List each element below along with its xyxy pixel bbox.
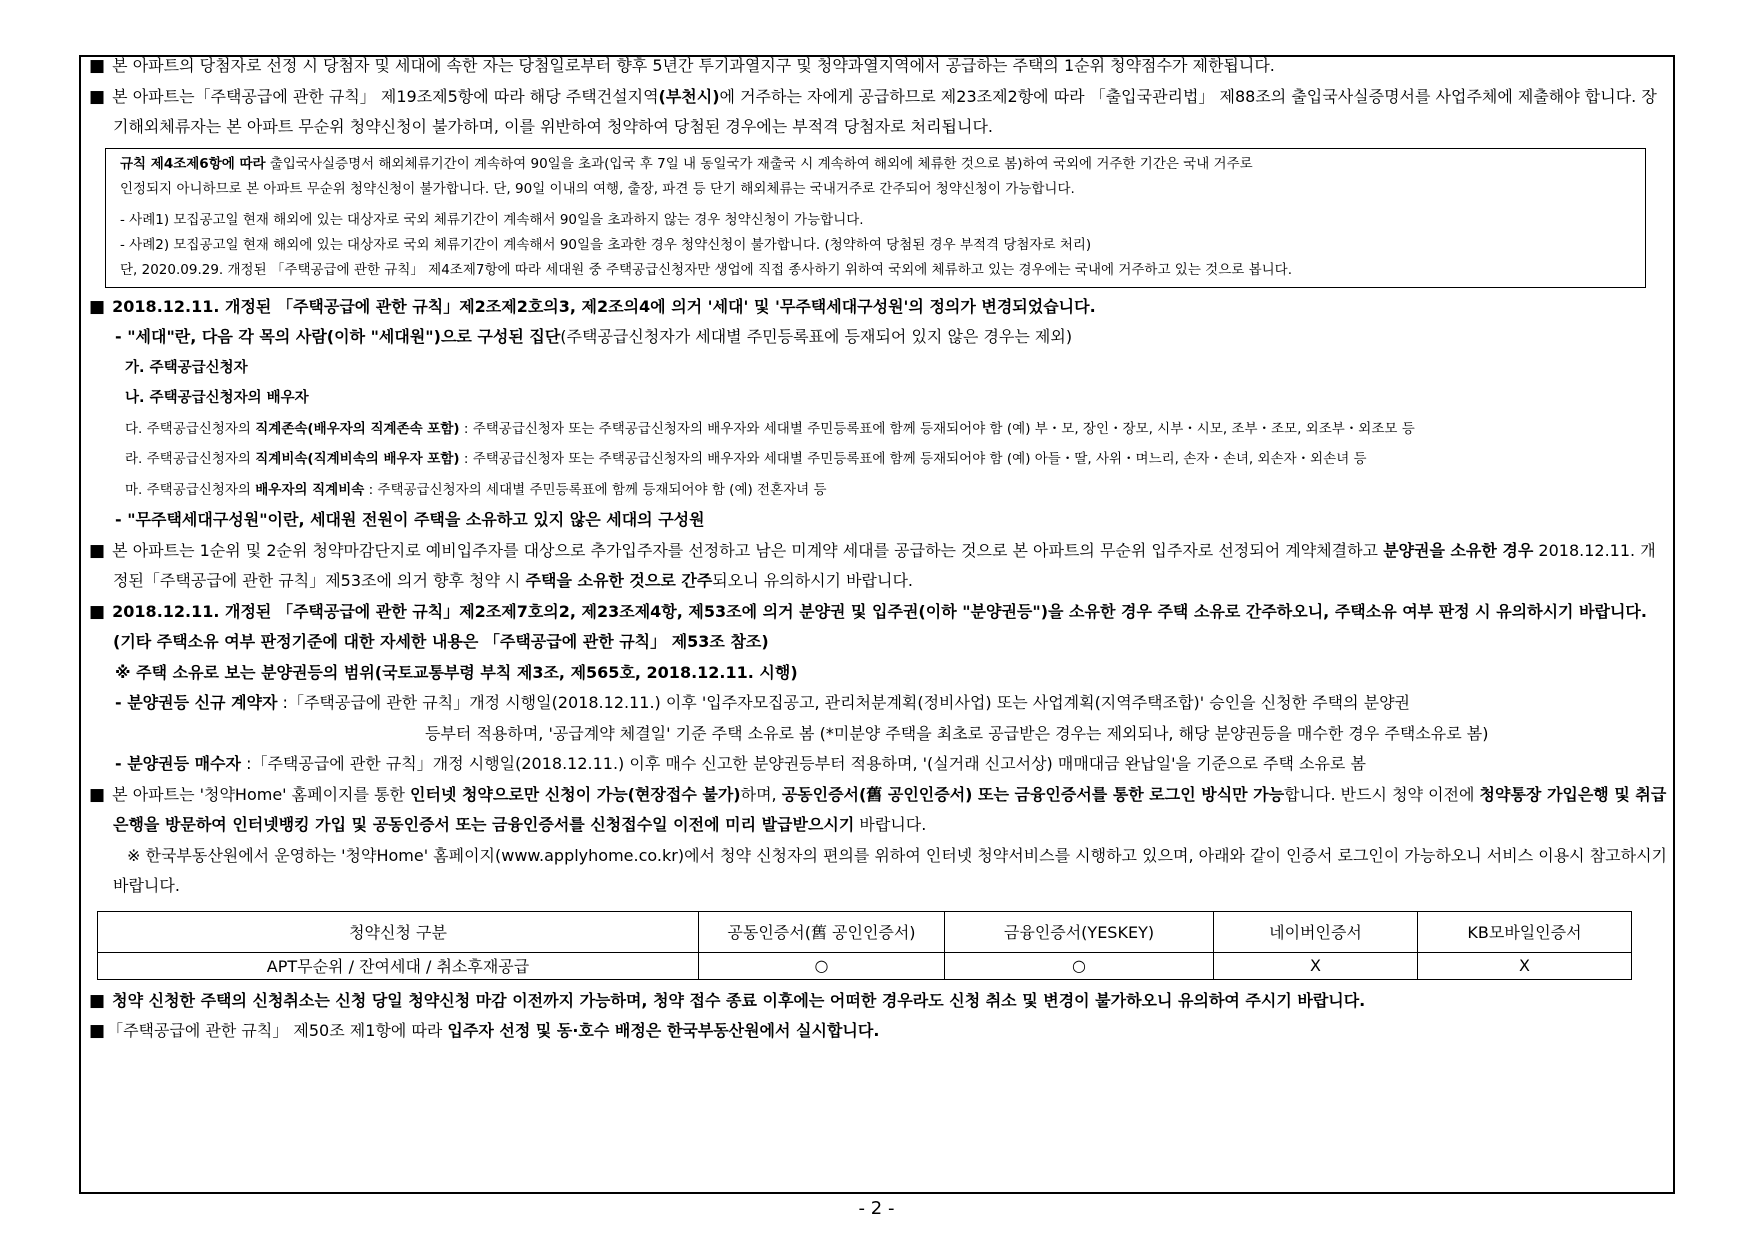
notebox-case-1: - 사례1) 모집공고일 현재 해외에 있는 대상자로 국외 체류기간이 계속해서 90일을 초과하지 않는 경우 청약신청이 가능합니다. bbox=[120, 211, 864, 228]
table-header-cell: 청약신청 구분 bbox=[98, 911, 699, 952]
member-ga: 가. 주택공급신청자 bbox=[125, 359, 248, 376]
table-cell: X bbox=[1418, 952, 1632, 979]
notice-selection: ■ 「주택공급에 관한 규칙」 제50조 제1항에 따라 입주자 선정 및 동·호수 배정은 한국부동산원에서 실시합니다. bbox=[89, 1021, 880, 1041]
square-bullet-icon: ■ bbox=[89, 990, 106, 1011]
household-definition: - "세대"란, 다음 각 목의 사람(이하 "세대원")으로 구성된 집단(주택공급신청자가 세대별 주민등록표에 등재되어 있지 않은 경우는 제외) bbox=[115, 327, 1073, 346]
member-ra: 라. 주택공급신청자의 직계비속(직계비속의 배우자 포함) : 주택공급신청자 또는 주택공급신청자의 배우자와 세대별 주민등록표에 함께 등재되어야 함 (예) 아들・딸, 사위・며느리, 손자・손녀, 외손자・외손녀 등 bbox=[125, 451, 1367, 467]
table-header-cell: 네이버인증서 bbox=[1214, 911, 1418, 952]
household-definition-heading: ■ 2018.12.11. 개정된 「주택공급에 관한 규칙」제2조제2호의3, 제2조의4에 의거 '세대' 및 '무주택세대구성원'의 정의가 변경되었습니다. bbox=[89, 296, 1096, 317]
notebox-line-2: 인정되지 아니하므로 본 아파트 무순위 청약신청이 불가합니다. 단, 90일 이내의 여행, 출장, 파견 등 단기 해외체류는 국내거주로 간주되어 청약신청이 가능합니다. bbox=[120, 180, 1075, 197]
new-contractor-cont: 등부터 적용하며, '공급계약 체결일' 기준 주택 소유로 봄 (*미분양 주택을 최초로 공급받은 경우는 제외되나, 해당 분양권등을 매수한 경우 주택소유로 봄) bbox=[425, 723, 1489, 743]
table-header-cell: 공동인증서(舊 공인인증서) bbox=[699, 911, 945, 952]
square-bullet-icon: ■ bbox=[89, 540, 106, 561]
member-da: 다. 주택공급신청자의 직계존속(배우자의 직계존속 포함) : 주택공급신청자 또는 주택공급신청자의 배우자와 세대별 주민등록표에 함께 등재되어야 함 (예) 부・모, 장인・장모, 시부・시모, 조부・조모, 외조부・외조모 등 bbox=[125, 420, 1415, 437]
buyer: - 분양권등 매수자 :「주택공급에 관한 규칙」개정 시행일(2018.12.11.) 이후 매수 신고한 분양권등부터 적용하며, '(실거래 신고서상) 매매대금 완납일'을 기준으로 주택 소유로 봄 bbox=[115, 754, 1366, 773]
notice-ownership-right: ■ 본 아파트는 1순위 및 2순위 청약마감단지로 예비입주자를 대상으로 추가입주자를 선정하고 남은 미계약 세대를 공급하는 것으로 본 아파트의 무순위 입주자로 선정되어 계약체결하고 분양권을 소유한 경우 2018.12.11. 개정된「주택공급에 관한 규칙」제53조에 의거 향후 청약 시 주택을 소유한 것으로 간주되오니 유의하시기 바랍니다. bbox=[89, 540, 1656, 590]
new-contractor: - 분양권등 신규 계약자 :「주택공급에 관한 규칙」개정 시행일(2018.12.11.) 이후 '입주자모집공고, 관리처분계획(정비사업) 또는 사업계획(지역주택조합)' 승인을 신청한 주택의 분양권 bbox=[115, 693, 1411, 712]
table-cell: APT무순위 / 잔여세대 / 취소후재공급 bbox=[98, 952, 699, 979]
table-header-cell: KB모바일인증서 bbox=[1418, 911, 1632, 952]
table-cell: ○ bbox=[699, 952, 945, 979]
table-cell: ○ bbox=[945, 952, 1214, 979]
table-cell: X bbox=[1214, 952, 1418, 979]
overseas-stay-notebox bbox=[105, 148, 1646, 288]
page-number: - 2 - bbox=[858, 1198, 895, 1219]
homeless-member-definition: - "무주택세대구성원"이란, 세대원 전원이 주택을 소유하고 있지 않은 세대의 구성원 bbox=[115, 510, 705, 529]
document-body bbox=[89, 57, 1669, 1047]
square-bullet-icon: ■ bbox=[89, 86, 106, 107]
notebox-exception: 단, 2020.09.29. 개정된 「주택공급에 관한 규칙」 제4조제7항에 따라 세대원 중 주택공급신청자만 생업에 직접 종사하기 위하여 국외에 체류하고 있는 경우에는 국내에 거주하고 있는 것으로 봅니다. bbox=[120, 261, 1292, 278]
member-ma: 마. 주택공급신청자의 배우자의 직계비속 : 주택공급신청자의 세대별 주민등록표에 함께 등재되어야 함 (예) 전혼자녀 등 bbox=[125, 481, 827, 498]
certificate-table bbox=[97, 911, 1632, 980]
member-na: 나. 주택공급신청자의 배우자 bbox=[125, 390, 309, 406]
notice-residence: ■ 본 아파트는「주택공급에 관한 규칙」 제19조제5항에 따라 해당 주택건설지역(부천시)에 거주하는 자에게 공급하므로 제23조제2항에 따라 「출입국관리법」 제88조의 출입국사실증명서를 사업주체에 제출해야 합니다. 장기해외체류자는 본 아파트 무순위 청약신청이 불가하며, 이를 위반하여 청약하여 당첨된 경우에는 부적격 당첨자로 처리됩니다. bbox=[89, 86, 1657, 136]
sale-right-scope-note: ※ 주택 소유로 보는 분양권등의 범위(국토교통부령 부칙 제3조, 제565호, 2018.12.11. 시행) bbox=[115, 662, 798, 682]
square-bullet-icon: ■ bbox=[89, 296, 106, 317]
applyhome-note: ※ 한국부동산원에서 운영하는 '청약Home' 홈페이지(www.applyhome.co.kr)에서 청약 신청자의 편의를 위하여 인터넷 청약서비스를 시행하고 있으며, 아래와 같이 인증서 로그인이 가능하오니 서비스 이용시 참고하시기 바랍니다. bbox=[113, 845, 1667, 895]
notice-sale-right-heading: ■ 2018.12.11. 개정된 「주택공급에 관한 규칙」제2조제7호의2, 제23조제4항, 제53조에 의거 분양권 및 입주권(이하 "분양권등")을 소유한 경우 주택 소유로 간주하오니, 주택소유 여부 판정 시 유의하시기 바랍니다. (기타 주택소유 여부 판정기준에 대한 자세한 내용은 「주택공급에 관한 규칙」 제53조 참조) bbox=[89, 601, 1647, 651]
square-bullet-icon: ■ bbox=[89, 601, 106, 622]
table-row bbox=[98, 952, 1632, 979]
notebox-case-2: - 사례2) 모집공고일 현재 해외에 있는 대상자로 국외 체류기간이 계속해서 90일을 초과한 경우 청약신청이 불가합니다. (청약하여 당첨된 경우 부적격 당첨자로 처리) bbox=[120, 236, 1092, 253]
square-bullet-icon: ■ bbox=[89, 784, 106, 805]
notice-internet-apply: ■ 본 아파트는 '청약Home' 홈페이지를 통한 인터넷 청약으로만 신청이 가능(현장접수 불가)하며, 공동인증서(舊 공인인증서) 또는 금융인증서를 통한 로그인 방식만 가능합니다. 반드시 청약 이전에 청약통장 가입은행 및 취급은행을 방문하여 인터넷뱅킹 가입 및 공동인증서 또는 금융인증서를 신청접수일 이전에 미리 발급받으시기 바랍니다. bbox=[89, 784, 1667, 834]
notice-cancel: ■ 청약 신청한 주택의 신청취소는 신청 당일 청약신청 마감 이전까지 가능하며, 청약 접수 종료 이후에는 어떠한 경우라도 신청 취소 및 변경이 불가하오니 유의하여 주시기 바랍니다. bbox=[89, 990, 1366, 1011]
table-header-row bbox=[98, 911, 1632, 952]
notice-reapply-limit: ■ 본 아파트의 당첨자로 선정 시 당첨자 및 세대에 속한 자는 당첨일로부터 향후 5년간 투기과열지구 및 청약과열지역에서 공급하는 주택의 1순위 청약점수가 제한됩니다. bbox=[89, 56, 1275, 76]
table-header-cell: 금융인증서(YESKEY) bbox=[945, 911, 1214, 952]
square-bullet-icon: ■ bbox=[89, 56, 106, 76]
page-frame bbox=[79, 55, 1675, 1194]
notebox-line-1: 규칙 제4조제6항에 따라 출입국사실증명서 해외체류기간이 계속하여 90일을 초과(입국 후 7일 내 동일국가 재출국 시 계속하여 해외에 체류한 것으로 봄)하여 국외에 거주한 기간은 국내 거주로 bbox=[120, 155, 1253, 172]
square-bullet-icon: ■ bbox=[89, 1021, 106, 1041]
